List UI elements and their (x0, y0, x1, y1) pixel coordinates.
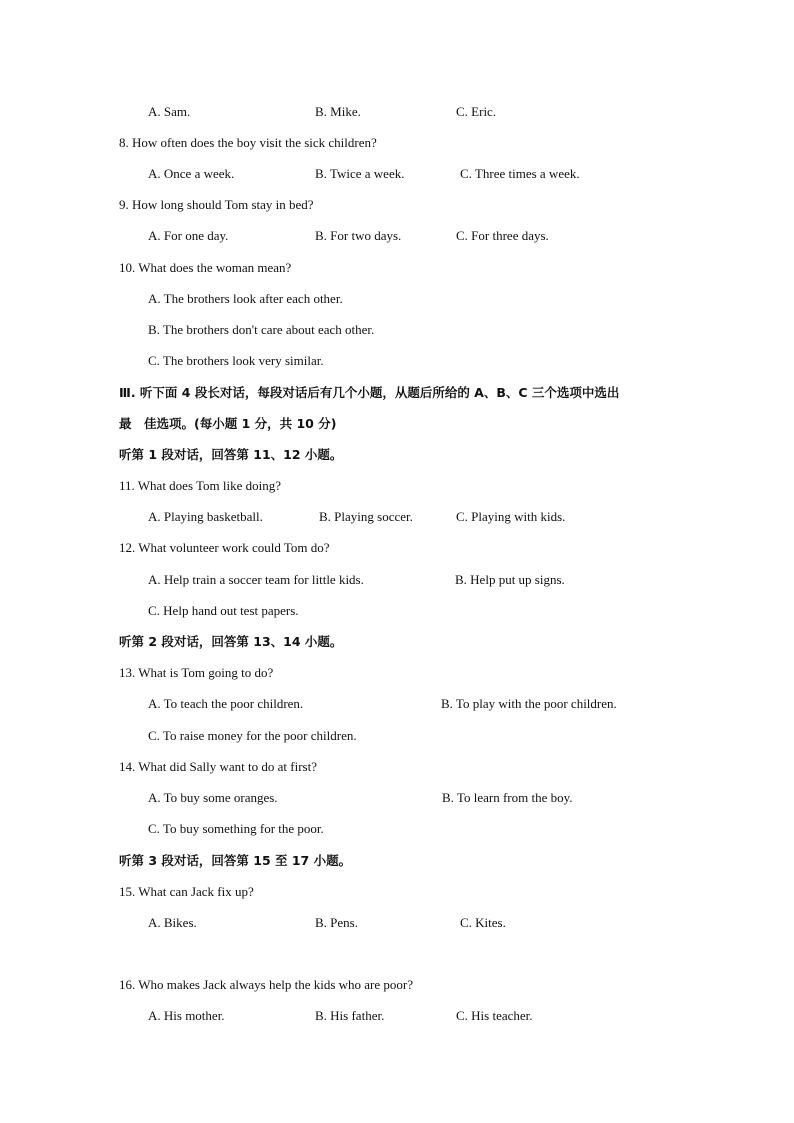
q9-options (148, 228, 708, 244)
q7-option-b: B. Mike. (315, 104, 361, 119)
q11-option-a: A. Playing basketball. (148, 509, 263, 524)
dialog-1-intro: 听第 1 段对话，回答第 11、12 小题。 (119, 447, 343, 462)
q7-options (148, 104, 708, 120)
q16-option-b: B. His father. (315, 1008, 385, 1023)
q13-option-b: B. To play with the poor children. (441, 696, 617, 711)
q13-option-c: C. To raise money for the poor children. (148, 728, 357, 743)
q8-option-a: A. Once a week. (148, 166, 235, 181)
q10-option-c: C. The brothers look very similar. (148, 353, 324, 368)
q15-question: 15. What can Jack fix up? (119, 884, 254, 899)
q7-option-c: C. Eric. (456, 104, 497, 119)
q15-option-c: C. Kites. (460, 915, 506, 930)
q12-question: 12. What volunteer work could Tom do? (119, 540, 330, 555)
q14-option-b: B. To learn from the boy. (442, 790, 573, 805)
q10-option-b: B. The brothers don't care about each other. (148, 322, 375, 337)
q12-option-b: B. Help put up signs. (455, 572, 565, 587)
q16-option-a: A. His mother. (148, 1008, 225, 1023)
q11-option-c: C. Playing with kids. (456, 509, 566, 524)
q13-option-a: A. To teach the poor children. (148, 696, 304, 711)
q11-question: 11. What does Tom like doing? (119, 478, 282, 493)
q8-question: 8. How often does the boy visit the sick children? (119, 135, 377, 150)
q9-option-a: A. For one day. (148, 228, 229, 243)
q16-options (148, 1008, 708, 1024)
q11-option-b: B. Playing soccer. (319, 509, 413, 524)
q13-question: 13. What is Tom going to do? (119, 665, 274, 680)
q10-question: 10. What does the woman mean? (119, 260, 292, 275)
q14-options-row1 (148, 790, 708, 806)
q9-option-b: B. For two days. (315, 228, 402, 243)
section-3-title-line1: Ⅲ. 听下面 4 段长对话，每段对话后有几个小题，从题后所给的 A、B、C 三个选项中选出 (119, 385, 620, 400)
q16-question: 16. Who makes Jack always help the kids who are poor? (119, 977, 413, 992)
dialog-3-intro: 听第 3 段对话，回答第 15 至 17 小题。 (119, 853, 352, 868)
q16-option-c: C. His teacher. (456, 1008, 533, 1023)
q12-options-row1 (148, 572, 708, 588)
q15-options (148, 915, 708, 931)
section-3-title-line2: 最 佳选项。(每小题 1 分，共 10 分) (119, 416, 337, 431)
q15-option-b: B. Pens. (315, 915, 358, 930)
q10-option-a: A. The brothers look after each other. (148, 291, 343, 306)
q14-question: 14. What did Sally want to do at first? (119, 759, 317, 774)
q13-options-row1 (148, 696, 708, 712)
q12-option-a: A. Help train a soccer team for little kids. (148, 572, 364, 587)
q7-option-a: A. Sam. (148, 104, 191, 119)
q14-option-c: C. To buy something for the poor. (148, 821, 324, 836)
q8-option-b: B. Twice a week. (315, 166, 405, 181)
q12-option-c: C. Help hand out test papers. (148, 603, 299, 618)
q8-options (148, 166, 708, 182)
q9-option-c: C. For three days. (456, 228, 549, 243)
q9-question: 9. How long should Tom stay in bed? (119, 197, 314, 212)
q14-option-a: A. To buy some oranges. (148, 790, 278, 805)
dialog-2-intro: 听第 2 段对话，回答第 13、14 小题。 (119, 634, 343, 649)
q11-options (148, 509, 708, 525)
q15-option-a: A. Bikes. (148, 915, 197, 930)
q8-option-c: C. Three times a week. (460, 166, 580, 181)
